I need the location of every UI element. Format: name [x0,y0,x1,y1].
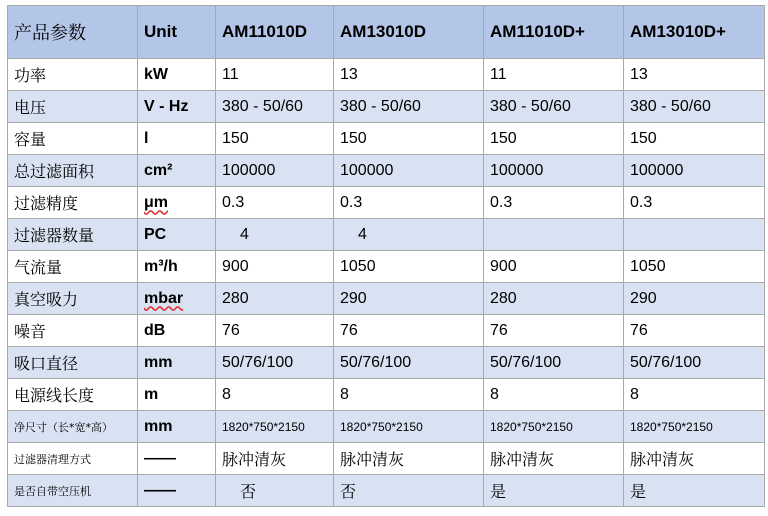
cell-value: 8 [334,379,484,411]
cell-value: 100000 [216,155,334,187]
header-model-am11010d-plus: AM11010D+ [484,6,624,59]
table-row [8,315,765,347]
cell-value: 50/76/100 [216,347,334,379]
cell-value: 0.3 [624,187,765,219]
row-unit: m³/h [138,251,216,283]
row-unit: dB [138,315,216,347]
cell-value: 380 - 50/60 [624,91,765,123]
table-row [8,411,765,443]
cell-value: 8 [484,379,624,411]
table-row [8,59,765,91]
row-unit: —— [138,443,216,475]
cell-value: 380 - 50/60 [216,91,334,123]
cell-value: 150 [334,123,484,155]
row-unit: mm [138,411,216,443]
cell-value: 4 [216,219,334,251]
row-label: 总过滤面积 [8,155,138,187]
table-row [8,251,765,283]
row-label: 真空吸力 [8,283,138,315]
cell-value: 100000 [624,155,765,187]
row-label: 吸口直径 [8,347,138,379]
cell-value: 900 [216,251,334,283]
cell-value: 76 [334,315,484,347]
cell-value: 0.3 [484,187,624,219]
cell-value: 13 [334,59,484,91]
cell-value: 1820*750*2150 [216,411,334,443]
row-label: 净尺寸（长*宽*高） [8,411,138,443]
cell-value: 380 - 50/60 [334,91,484,123]
cell-value: 否 [334,475,484,507]
row-label: 过滤器清理方式 [8,443,138,475]
cell-value: 380 - 50/60 [484,91,624,123]
cell-value: 是 [624,475,765,507]
cell-value: 11 [216,59,334,91]
cell-value: 150 [624,123,765,155]
cell-value: 150 [216,123,334,155]
row-unit: cm² [138,155,216,187]
cell-value: 50/76/100 [334,347,484,379]
header-model-am11010d: AM11010D [216,6,334,59]
cell-value: 900 [484,251,624,283]
table-row [8,347,765,379]
cell-value: 脉冲清灰 [624,443,765,475]
cell-value: 是 [484,475,624,507]
row-label: 过滤器数量 [8,219,138,251]
cell-value: 1820*750*2150 [484,411,624,443]
row-unit: mm [138,347,216,379]
header-unit: Unit [138,6,216,59]
cell-value: 脉冲清灰 [216,443,334,475]
cell-value: 290 [334,283,484,315]
row-unit-text: mbar [144,289,184,307]
cell-value: 否 [216,475,334,507]
cell-value: 100000 [484,155,624,187]
cell-value: 76 [484,315,624,347]
row-label: 过滤精度 [8,187,138,219]
row-label: 功率 [8,59,138,91]
row-unit: —— [138,475,216,507]
cell-value: 8 [216,379,334,411]
row-label: 电源线长度 [8,379,138,411]
cell-value: 280 [216,283,334,315]
cell-value: 76 [216,315,334,347]
table-row [8,123,765,155]
cell-value: 4 [334,219,484,251]
table-row [8,187,765,219]
spec-table [7,5,765,507]
cell-value: 1050 [624,251,765,283]
row-unit: V - Hz [138,91,216,123]
cell-value: 0.3 [216,187,334,219]
row-label: 电压 [8,91,138,123]
cell-value: 280 [484,283,624,315]
cell-value: 100000 [334,155,484,187]
table-row [8,443,765,475]
table-row [8,91,765,123]
row-unit [138,283,216,315]
row-label: 是否自带空压机 [8,475,138,507]
cell-value: 50/76/100 [624,347,765,379]
cell-value [484,219,624,251]
table-row [8,219,765,251]
cell-value: 脉冲清灰 [334,443,484,475]
cell-value: 11 [484,59,624,91]
row-unit: l [138,123,216,155]
row-label: 气流量 [8,251,138,283]
cell-value: 290 [624,283,765,315]
table-row [8,283,765,315]
cell-value: 8 [624,379,765,411]
cell-value: 1820*750*2150 [334,411,484,443]
cell-value: 50/76/100 [484,347,624,379]
cell-value: 1820*750*2150 [624,411,765,443]
row-unit: m [138,379,216,411]
cell-value: 76 [624,315,765,347]
row-unit [138,187,216,219]
row-unit-text: μm [144,193,169,211]
row-unit: PC [138,219,216,251]
cell-value: 150 [484,123,624,155]
cell-value: 13 [624,59,765,91]
cell-value: 1050 [334,251,484,283]
header-model-am13010d-plus: AM13010D+ [624,6,765,59]
table-row [8,379,765,411]
row-label: 噪音 [8,315,138,347]
cell-value [624,219,765,251]
row-label: 容量 [8,123,138,155]
header-param: 产品参数 [8,6,138,59]
header-model-am13010d: AM13010D [334,6,484,59]
header-row [8,6,765,59]
table-row [8,475,765,507]
cell-value: 0.3 [334,187,484,219]
cell-value: 脉冲清灰 [484,443,624,475]
table-row [8,155,765,187]
row-unit: kW [138,59,216,91]
